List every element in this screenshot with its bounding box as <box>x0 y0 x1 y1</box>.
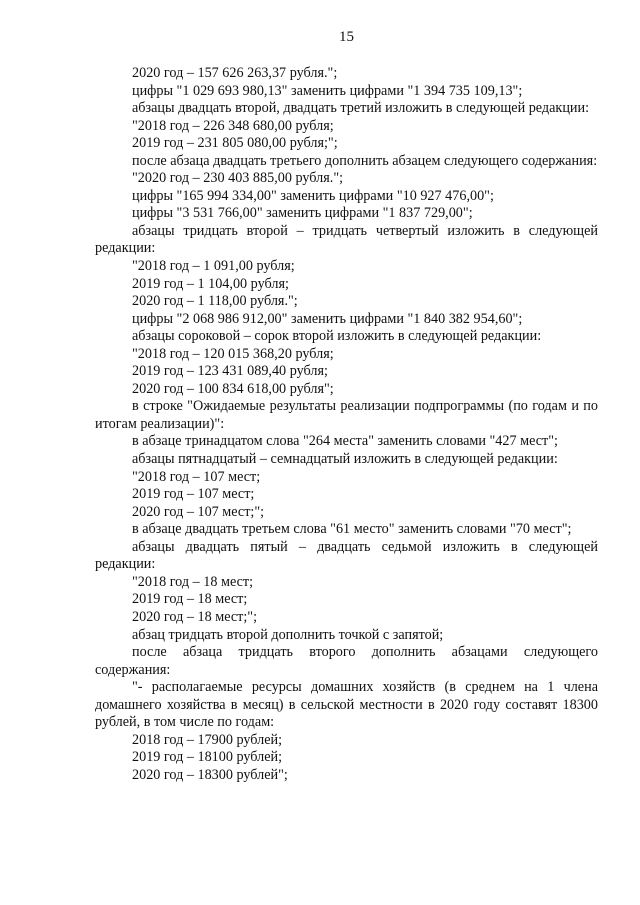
paragraph: 2019 год – 1 104,00 рубля; <box>132 275 289 292</box>
paragraph: 2019 год – 231 805 080,00 рубля;"; <box>132 135 338 152</box>
paragraph: абзацы тридцать второй – тридцать четвертый изложить в следующей редакции: <box>95 222 598 257</box>
paragraph: 2019 год – 18 мест; <box>132 591 248 608</box>
paragraph: "2018 год – 120 015 368,20 рубля; <box>132 345 334 362</box>
paragraph: после абзаца тридцать второго дополнить абзацами следующего содержания: <box>95 644 598 678</box>
paragraph: цифры "2 068 986 912,00" заменить цифрами "1 840 382 954,60"; <box>132 310 523 327</box>
document-body <box>95 65 598 784</box>
paragraph: "2020 год – 230 403 885,00 рубля."; <box>132 170 344 187</box>
paragraph: 2020 год – 107 мест;"; <box>132 503 265 520</box>
paragraph: 2020 год – 18300 рублей"; <box>132 766 288 783</box>
paragraph: абзацы сороковой – сорок второй изложить в следующей редакции: <box>132 328 542 345</box>
paragraph: в строке "Ожидаемые результаты реализации подпрограммы (по годам и по итогам реализации)": <box>95 398 598 432</box>
paragraph: "- располагаемые ресурсы домашних хозяйств (в среднем на 1 члена домашнего хозяйства в месяц) в сельской местности в 2020 году составят 18300 рублей, в том числе по годам: <box>95 679 598 731</box>
paragraph: "2018 год – 226 348 680,00 рубля; <box>132 117 334 134</box>
paragraph: абзацы пятнадцатый – семнадцатый изложить в следующей редакции: <box>132 451 558 468</box>
paragraph: в абзаце тринадцатом слова "264 места" заменить словами "427 мест"; <box>132 433 558 450</box>
paragraph: 2020 год – 100 834 618,00 рубля"; <box>132 380 334 397</box>
paragraph: цифры "3 531 766,00" заменить цифрами "1 837 729,00"; <box>132 205 473 222</box>
paragraph: 2019 год – 107 мест; <box>132 486 255 503</box>
paragraph: 2019 год – 18100 рублей; <box>132 749 283 766</box>
paragraph: цифры "165 994 334,00" заменить цифрами "10 927 476,00"; <box>132 187 494 204</box>
paragraph: цифры "1 029 693 980,13" заменить цифрами "1 394 735 109,13"; <box>132 82 523 99</box>
page-number: 15 <box>339 29 354 45</box>
paragraph: 2020 год – 18 мест;"; <box>132 608 258 625</box>
paragraph: "2018 год – 18 мест; <box>132 573 254 590</box>
paragraph: абзацы двадцать второй, двадцать третий изложить в следующей редакции: <box>132 100 590 117</box>
paragraph: 2019 год – 123 431 089,40 рубля; <box>132 363 328 380</box>
paragraph: "2018 год – 107 мест; <box>132 468 261 485</box>
paragraph: абзацы двадцать пятый – двадцать седьмой изложить в следующей редакции: <box>95 538 598 573</box>
paragraph: абзац тридцать второй дополнить точкой с запятой; <box>132 626 444 643</box>
paragraph: 2020 год – 157 626 263,37 рубля."; <box>132 65 338 81</box>
paragraph: "2018 год – 1 091,00 рубля; <box>132 258 295 275</box>
paragraph: после абзаца двадцать третьего дополнить абзацем следующего содержания: <box>132 152 598 169</box>
paragraph: 2018 год – 17900 рублей; <box>132 731 283 748</box>
paragraph: в абзаце двадцать третьем слова "61 место" заменить словами "70 мест"; <box>132 521 572 538</box>
paragraph: 2020 год – 1 118,00 рубля."; <box>132 293 298 310</box>
